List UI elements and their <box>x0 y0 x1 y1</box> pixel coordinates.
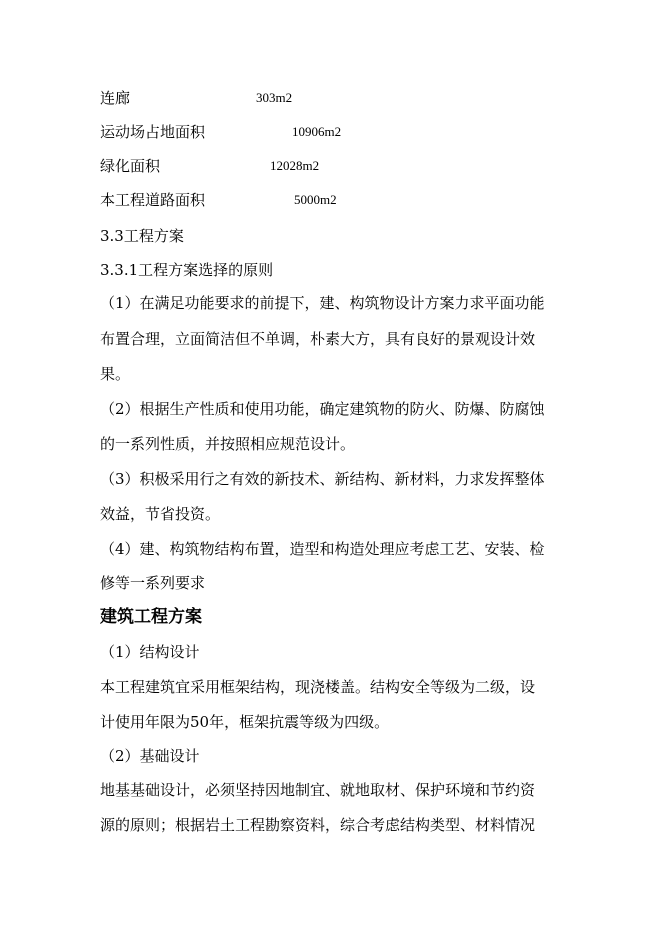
foundation-text-line: 源的原则；根据岩土工程勘察资料，综合考虑结构类型、材料情况 <box>100 816 536 834</box>
principle-line: 修等一系列要求 <box>100 574 206 592</box>
area-value-road: 5000m2 <box>294 192 337 207</box>
principle-line: （2）根据生产性质和使用功能，确定建筑物的防火、防爆、防腐蚀 <box>100 400 545 418</box>
area-label-greening: 绿化面积 <box>100 157 161 175</box>
area-label-road: 本工程道路面积 <box>100 191 206 209</box>
section-3-3-1-title: 3.3.1工程方案选择的原则 <box>100 261 274 279</box>
area-label-sports-field: 运动场占地面积 <box>100 123 206 141</box>
area-label-corridor: 连廊 <box>100 89 131 107</box>
principle-line: 果。 <box>100 365 131 383</box>
principle-line: （4）建、构筑物结构布置，造型和构造处理应考虑工艺、安装、检 <box>100 540 545 558</box>
section-3-3-title: 3.3工程方案 <box>100 227 184 245</box>
principle-line: 的一系列性质，并按照相应规范设计。 <box>100 435 356 453</box>
foundation-text-line: 地基基础设计，必须坚持因地制宜、就地取材、保护环境和节约资 <box>100 781 536 799</box>
area-value-corridor: 303m2 <box>256 90 293 105</box>
structure-design-title: （1）结构设计 <box>100 643 200 661</box>
principle-line: 布置合理，立面简洁但不单调，朴素大方，具有良好的景观设计效 <box>100 330 536 348</box>
structure-text-line: 计使用年限为50年，框架抗震等级为四级。 <box>100 713 390 731</box>
structure-text-line: 本工程建筑宜采用框架结构，现浇楼盖。结构安全等级为二级，设 <box>100 678 536 696</box>
building-scheme-heading: 建筑工程方案 <box>100 607 202 627</box>
principle-line: （3）积极采用行之有效的新技术、新结构、新材料，力求发挥整体 <box>100 470 545 488</box>
foundation-design-title: （2）基础设计 <box>100 747 200 765</box>
principle-line: 效益，节省投资。 <box>100 505 221 523</box>
area-value-greening: 12028m2 <box>270 158 320 173</box>
principle-line: （1）在满足功能要求的前提下，建、构筑物设计方案力求平面功能 <box>100 294 545 312</box>
area-value-sports-field: 10906m2 <box>292 124 342 139</box>
